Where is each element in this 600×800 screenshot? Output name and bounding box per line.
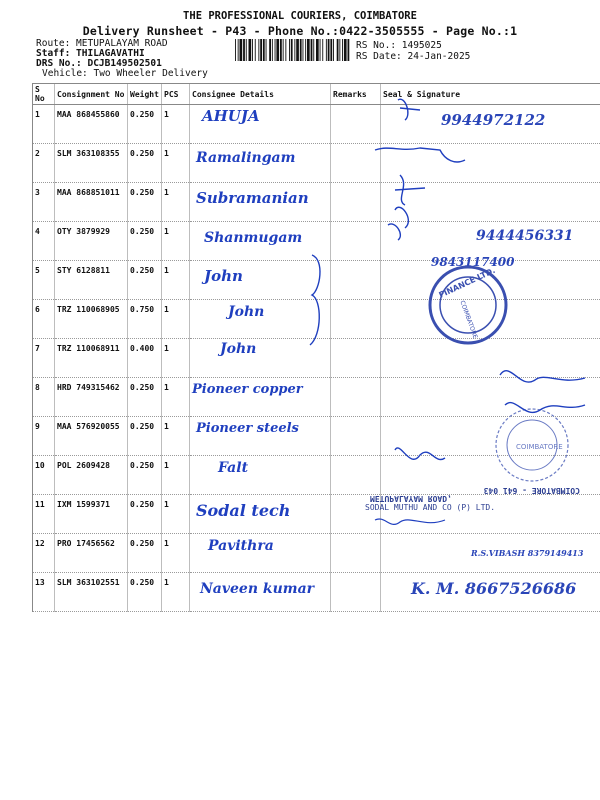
consignee-handwriting: Pioneer copper xyxy=(192,382,303,397)
cell-weight: 0.250 xyxy=(128,378,162,417)
signature-handwriting: 9944972122 xyxy=(441,111,546,129)
barcode-bar xyxy=(322,39,323,61)
cell-consignee xyxy=(190,339,331,378)
cell-remarks xyxy=(331,105,381,144)
cell-consignment: TRZ 110068911 xyxy=(55,339,128,378)
cell-weight: 0.750 xyxy=(128,300,162,339)
barcode-bar xyxy=(300,39,302,61)
table-row xyxy=(33,378,600,417)
route-label: Route: METUPALAYAM ROAD xyxy=(36,38,168,49)
barcode-bar xyxy=(311,39,313,61)
col-pcs: PCS xyxy=(162,84,190,105)
cell-sno: 8 xyxy=(33,378,55,417)
cell-consignment: MAA 576920055 xyxy=(55,417,128,456)
cell-remarks xyxy=(331,378,381,417)
barcode-bar xyxy=(344,39,347,61)
barcode-bar xyxy=(260,39,262,61)
cell-sno: 3 xyxy=(33,183,55,222)
barcode-bar xyxy=(328,39,330,61)
barcode-bar xyxy=(320,39,321,61)
cell-remarks xyxy=(331,495,381,534)
barcode-bar xyxy=(342,39,343,61)
cell-signature xyxy=(381,300,600,339)
cell-weight: 0.250 xyxy=(128,495,162,534)
cell-consignee xyxy=(190,105,331,144)
cell-remarks xyxy=(331,456,381,495)
barcode-bar xyxy=(255,39,256,61)
table-header-row xyxy=(33,84,600,105)
cell-weight: 0.250 xyxy=(128,534,162,573)
consignee-handwriting: Pioneer steels xyxy=(196,421,299,436)
table-row xyxy=(33,573,600,612)
table-row xyxy=(33,261,600,300)
cell-signature xyxy=(381,378,600,417)
cell-weight: 0.250 xyxy=(128,573,162,612)
col-consignment: Consignment No xyxy=(55,84,128,105)
consignee-handwriting: Naveen kumar xyxy=(200,581,315,597)
cell-consignment: SLM 363108355 xyxy=(55,144,128,183)
vehicle-label: Vehicle: Two Wheeler Delivery xyxy=(42,68,208,79)
table-row xyxy=(33,183,600,222)
barcode-bar xyxy=(240,39,243,61)
barcode-bar xyxy=(275,39,276,61)
cell-remarks xyxy=(331,417,381,456)
cell-pcs: 1 xyxy=(162,495,190,534)
cell-consignee xyxy=(190,378,331,417)
cell-consignee xyxy=(190,300,331,339)
consignee-handwriting: Shanmugam xyxy=(204,230,303,246)
cell-pcs: 1 xyxy=(162,339,190,378)
cell-remarks xyxy=(331,339,381,378)
cell-signature xyxy=(381,255,600,300)
cell-pcs: 1 xyxy=(162,300,190,339)
cell-consignment: MAA 868455860 xyxy=(55,105,128,144)
cell-remarks xyxy=(331,144,381,183)
cell-remarks xyxy=(331,573,381,612)
barcode-bar xyxy=(339,39,340,61)
cell-consignment: MAA 868851011 xyxy=(55,183,128,222)
cell-consignment: IXM 1599371 xyxy=(55,495,128,534)
barcode-bar xyxy=(269,39,271,61)
barcode-bar xyxy=(243,39,245,61)
cell-signature xyxy=(381,417,600,456)
cell-signature xyxy=(381,534,600,573)
table-row xyxy=(33,105,600,144)
cell-remarks xyxy=(331,183,381,222)
cell-signature xyxy=(381,495,600,534)
signature-handwriting: K. M. 8667526686 xyxy=(411,579,577,598)
cell-weight: 0.250 xyxy=(128,183,162,222)
col-remarks: Remarks xyxy=(331,84,381,105)
svg-text:COIMBATORE - 641 043: COIMBATORE - 641 043 xyxy=(483,486,580,495)
cell-weight: 0.250 xyxy=(128,222,162,261)
cell-consignee xyxy=(190,144,331,183)
svg-text:COIMBATORE: COIMBATORE xyxy=(458,299,479,340)
barcode-bar xyxy=(238,39,239,61)
cell-sno: 11 xyxy=(33,495,55,534)
col-consignee: Consignee Details xyxy=(190,84,331,105)
staff-label: Staff: THILAGAVATHI xyxy=(36,48,145,59)
cell-pcs: 1 xyxy=(162,261,190,300)
table-row xyxy=(33,534,600,573)
col-weight: Weight xyxy=(128,84,162,105)
barcode-bar xyxy=(280,39,282,61)
cell-pcs: 1 xyxy=(162,534,190,573)
cell-remarks xyxy=(331,534,381,573)
cell-sno: 5 xyxy=(33,261,55,300)
cell-consignment: SLM 363102551 xyxy=(55,573,128,612)
table-row xyxy=(33,300,600,339)
barcode-bar xyxy=(289,39,290,61)
barcode-bar xyxy=(296,39,299,61)
cell-sno: 2 xyxy=(33,144,55,183)
col-sno: S No xyxy=(33,84,55,105)
cell-consignment: TRZ 110068905 xyxy=(55,300,128,339)
barcode-bar xyxy=(303,39,304,61)
consignee-handwriting: Subramanian xyxy=(196,189,309,207)
cell-weight: 0.250 xyxy=(128,417,162,456)
cell-remarks xyxy=(331,300,381,339)
consignee-handwriting: John xyxy=(220,341,257,357)
consignee-handwriting: AHUJA xyxy=(202,107,260,125)
cell-pcs: 1 xyxy=(162,456,190,495)
barcode-bar xyxy=(337,39,339,61)
consignee-handwriting: John xyxy=(204,267,243,285)
rs-number: RS No.: 1495025 xyxy=(356,40,442,51)
cell-consignment: STY 6128811 xyxy=(55,261,128,300)
cell-consignment: OTY 3879929 xyxy=(55,222,128,261)
cell-sno: 7 xyxy=(33,339,55,378)
barcode-bar xyxy=(291,39,293,61)
cell-consignee xyxy=(190,183,331,222)
barcode-bar xyxy=(307,39,310,61)
cell-signature xyxy=(381,144,600,183)
cell-pcs: 1 xyxy=(162,222,190,261)
cell-sno: 10 xyxy=(33,456,55,495)
col-signature: Seal & Signature xyxy=(381,84,600,105)
cell-sno: 12 xyxy=(33,534,55,573)
cell-consignee xyxy=(190,456,331,495)
cell-pcs: 1 xyxy=(162,144,190,183)
cell-signature xyxy=(381,339,600,378)
cell-pcs: 1 xyxy=(162,378,190,417)
barcode-bar xyxy=(263,39,265,61)
cell-consignment: HRD 749315462 xyxy=(55,378,128,417)
cell-signature xyxy=(381,105,600,144)
signature-handwriting: 9444456331 xyxy=(476,228,574,244)
svg-text:FINANCE LTD.: FINANCE LTD. xyxy=(437,265,497,300)
barcode-bar xyxy=(276,39,279,61)
cell-pcs: 1 xyxy=(162,183,190,222)
signature-handwriting: R.S.VIBASH 8379149413 xyxy=(471,548,584,558)
table-row xyxy=(33,456,600,495)
consignee-handwriting: Ramalingam xyxy=(196,150,296,166)
cell-sno: 4 xyxy=(33,222,55,261)
cell-consignee xyxy=(190,534,331,573)
barcode-bar xyxy=(266,39,267,61)
cell-weight: 0.250 xyxy=(128,261,162,300)
cell-weight: 0.250 xyxy=(128,105,162,144)
barcode-bar xyxy=(348,39,350,61)
cell-pcs: 1 xyxy=(162,105,190,144)
cell-consignee xyxy=(190,495,331,534)
barcode-bar xyxy=(326,39,327,61)
drs-label: DRS No.: DCJB149502501 xyxy=(36,58,162,69)
consignee-handwriting: John xyxy=(228,304,265,320)
cell-pcs: 1 xyxy=(162,417,190,456)
barcode-bar xyxy=(285,39,286,61)
cell-sno: 1 xyxy=(33,105,55,144)
cell-remarks xyxy=(331,261,381,300)
cell-sno: 6 xyxy=(33,300,55,339)
cell-signature xyxy=(381,573,600,612)
barcode-bar xyxy=(330,39,332,61)
cell-signature xyxy=(381,183,600,222)
svg-text:SODAL MUTHU AND CO (P) LTD.: SODAL MUTHU AND CO (P) LTD. xyxy=(365,503,496,512)
barcode-bar xyxy=(305,39,306,61)
table-row xyxy=(33,144,600,183)
table-row xyxy=(33,495,600,534)
svg-text:METUPALAYAM ROAD,: METUPALAYAM ROAD, xyxy=(370,494,452,503)
cell-consignee xyxy=(190,417,331,456)
cell-pcs: 1 xyxy=(162,573,190,612)
cell-consignee xyxy=(190,573,331,612)
barcode-bar xyxy=(252,39,253,61)
barcode-bar xyxy=(333,39,334,61)
table-row xyxy=(33,339,600,378)
barcode-bar xyxy=(258,39,259,61)
consignee-handwriting: Falt xyxy=(218,460,249,476)
barcode xyxy=(235,39,350,61)
cell-remarks xyxy=(331,222,381,261)
cell-consignee xyxy=(190,261,331,300)
cell-consignee xyxy=(190,222,331,261)
company-title: THE PROFESSIONAL COURIERS, COIMBATORE xyxy=(183,10,417,22)
cell-consignment: POL 2609428 xyxy=(55,456,128,495)
cell-weight: 0.250 xyxy=(128,144,162,183)
svg-text:COIMBATORE: COIMBATORE xyxy=(516,443,563,451)
barcode-bar xyxy=(246,39,247,61)
signature-handwriting: 9843117400 xyxy=(431,255,515,269)
barcode-bar xyxy=(316,39,319,61)
cell-sno: 13 xyxy=(33,573,55,612)
barcode-bar xyxy=(294,39,295,61)
runsheet-title: Delivery Runsheet - P43 - Phone No.:0422-3505555 - Page No.:1 xyxy=(82,24,518,38)
consignee-handwriting: Pavithra xyxy=(208,538,274,554)
runsheet-table xyxy=(32,83,600,612)
barcode-bar xyxy=(235,39,236,61)
table-row xyxy=(33,417,600,456)
cell-signature xyxy=(381,456,600,495)
barcode-bar xyxy=(272,39,273,61)
barcode-bar xyxy=(313,39,314,61)
cell-weight: 0.400 xyxy=(128,339,162,378)
barcode-bar xyxy=(249,39,252,61)
cell-sno: 9 xyxy=(33,417,55,456)
rs-date: RS Date: 24-Jan-2025 xyxy=(356,51,471,62)
cell-consignment: PRO 17456562 xyxy=(55,534,128,573)
barcode-bar xyxy=(283,39,284,61)
cell-weight: 0.250 xyxy=(128,456,162,495)
consignee-handwriting: Sodal tech xyxy=(196,501,291,520)
